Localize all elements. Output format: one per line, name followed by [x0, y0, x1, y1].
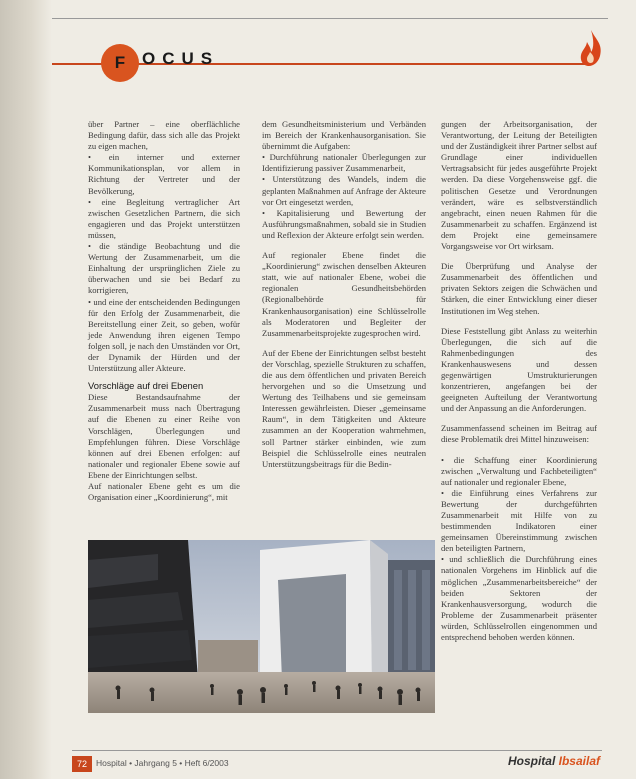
bullet-item: • die Einführung eines Verfahrens zur Bewertung der durchgeführten Zusammenarbeit mit Hilfe von zu bestimmenden Indikatoren einer gemeinsamen Übereinstimmung zwischen den beteiligten Partnern, [441, 487, 597, 554]
page-binding-edge [0, 0, 52, 779]
logo-letter: F [114, 53, 126, 72]
flame-icon [576, 28, 606, 68]
text-column-2 [262, 119, 426, 470]
paragraph: Zusammenfassend scheinen im Beitrag auf diese Problematik drei Mittel hinzuweisen: [441, 423, 597, 445]
footer-issue-info: Hospital • Jahrgang 5 • Heft 6/2003 [96, 758, 229, 768]
focus-logo-text: OCUS [142, 49, 220, 68]
text-column-1 [88, 119, 240, 503]
paragraph: dem Gesundheitsministerium und Verbänden im Bereich der Krankenhausorganisation. Sie übernimmt die Aufgaben: [262, 119, 426, 152]
bullet-item: • und schließlich die Durchführung eines nationalen Vorgehens im Hinblick auf die möglichen „Zusammenarbeitsbereiche“ der beiden Sektoren der Krankenhausversorgung, wodurch die Probleme der Zusammenarbeit präsenter würden, Schlüsselrollen eingenommen und entsprechend behoben werden können. [441, 554, 597, 643]
bullet-item: • und eine der entscheidenden Bedingungen für den Erfolg der Zusammenarbeit, die Bereitstellung einer Zeit, so geben, wofür jede Anwendung ihren eigenen Tempo folgen soll, je nach den Umständen vor Ort, der Dynamik der Hürden und der Unterstützung aller Akteure. [88, 296, 240, 374]
paragraph: Auf der Ebene der Einrichtungen selbst besteht der Vorschlag, spezielle Strukturen zu schaffen, die aus dem öffentlichen und privaten Bereich hervorgehen und so die Umsetzung und Wertung des Teilhabens und sie gemeinsam Interessen gewährleisten. Dieser „gemeinsame Raum“, in dem Tätigkeiten und Akteure zusammen an der Kooperation wahrnehmen, soll Partner stärker einbinden, wie zum Beispiel die Schlüsselrolle eines neutralen Unterstützungsbeitrags für die Bedin- [262, 347, 426, 469]
page-number: 72 [72, 756, 92, 772]
bullet-item: • ein interner und externer Kommunikationsplan, vor allem in Richtung der Vertreter und der Bevölkerung, [88, 152, 240, 196]
paragraph: über Partner – eine oberflächliche Bedingung dafür, dass sich alle das Projekt zu eigen machen, [88, 119, 240, 152]
footer-rule [72, 750, 602, 751]
bullet-item: • die Schaffung einer Koordinierung zwischen „Verwaltung und Fachbeteiligten“ auf nationaler und regionaler Ebene, [441, 454, 597, 487]
brand-logo [508, 754, 600, 768]
text-column-3 [441, 119, 597, 643]
bullet-item: • die ständige Beobachtung und die Wertung der Zusammenarbeit, um die Einhaltung der ursprünglichen Ziele zu überwachen und sie bei Bedarf zu korrigieren, [88, 241, 240, 296]
bullet-item: • Kapitalisierung und Bewertung der Ausführungsmaßnahmen, sobald sie in Studien und Reflexion der Akteure erfolgt sein werden. [262, 207, 426, 240]
paragraph: Diese Feststellung gibt Anlass zu weiterhin Überlegungen, die sich auf die Rahmenbedingungen des Krankenhauswesens und dessen gegenwärtigen Umstrukturierungen konzentrieren, angefangen bei der geeigneten Aufteilung der Verantwortung und der Anpassung an die Anforderungen. [441, 325, 597, 414]
paragraph: Diese Bestandsaufnahme der Zusammenarbeit muss nach Übertragung auf die Ebenen zu einer Reihe von Vorschlägen, Überlegungen und Empfehlungen führen. Diese Vorschläge können auf drei Ebenen erfolgen: auf nationaler und regionaler Ebene sowie auf Ebene der Einrichtungen selbst. [88, 392, 240, 480]
grande-arche-photo [88, 540, 435, 713]
brand-part-a: Hospital [507, 754, 556, 768]
magazine-page [52, 0, 636, 779]
bullet-item: • Durchführung nationaler Überlegungen zur Identifizierung passiver Zusammenarbeit, [262, 152, 426, 174]
brand-part-b: Ibsailaf [558, 754, 600, 768]
paragraph: Auf regionaler Ebene findet die „Koordinierung“ zwischen denselben Akteuren statt, wie auf nationaler Ebene, wobei die regionalen Gesundheitsbehörden (Regionalbehörde für Krankenhausorganisation) eine Schlüsselrolle als Moderatoren und Begleiter der Zusammenarbeitsprojekte zugesprochen wird. [262, 250, 426, 338]
paragraph: Die Überprüfung und Analyse der Zusammenarbeit des öffentlichen und privaten Sektors zeigen die Schwächen und Stärken, die einer Entwicklung einer dieser Institutionen im Weg stehen. [441, 261, 597, 316]
bullet-item: • Unterstützung des Wandels, indem die geplanten Maßnahmen auf Anfrage der Akteure vor Ort eingesetzt werden, [262, 174, 426, 207]
section-heading: Vorschläge auf drei Ebenen [88, 380, 204, 392]
bullet-item: • eine Begleitung vertraglicher Art zwischen Gesetzlichen Partnern, die sich engagieren und das Projekt unterstützen müssen, [88, 196, 240, 240]
paragraph: gungen der Arbeitsorganisation, der Verantwortung, der Leitung der Beteiligten und der Zuständigkeit ihrer Partner selbst auf Grundlage einer individuellen Vertragsabsicht für jedes ausgeführte Projekt werden. Da diese Vorgehensweise ggf. die politischen Gesetze und Verordnungen verändert, wäre es selbstverständlich angebracht, einen neuen Rahmen für die Zusammenarbeit zu schaffen. Ergänzend ist dem Projekt eine gemeinsamere Vorgangsweise vor Ort wirksam. [441, 119, 597, 252]
top-rule [52, 18, 608, 19]
paragraph: Auf nationaler Ebene geht es um die Organisation einer „Koordinierung“, mit [88, 481, 240, 503]
focus-logo-circle [101, 44, 139, 82]
